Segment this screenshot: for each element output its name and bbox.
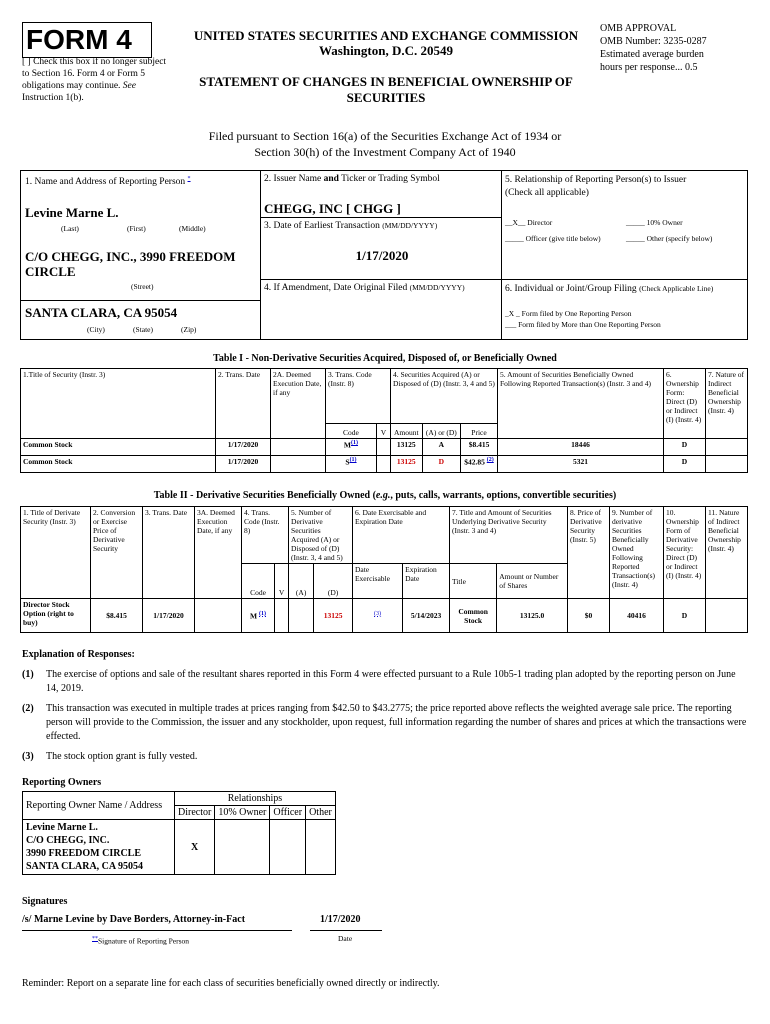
- ro-10pct-cell: [215, 820, 270, 875]
- t1-r0-v: [376, 439, 390, 456]
- ro-director-mark: X: [175, 820, 215, 875]
- filing-label: [505, 284, 713, 294]
- last-label: (Last): [61, 224, 79, 233]
- one-person-option[interactable]: _X _ Form filed by One Reporting Person: [505, 309, 632, 318]
- filed-pursuant: [120, 128, 650, 160]
- t1-r1-code: [326, 456, 377, 473]
- issuer-box: [260, 170, 502, 218]
- t2-sub-a: (A): [289, 564, 314, 599]
- omb-approval: [600, 22, 760, 74]
- t1-r0-amount: 13125: [390, 439, 422, 456]
- t1-r0-form: D: [664, 439, 706, 456]
- reporting-person-box: [20, 170, 261, 301]
- t2-r0-exercisable: [352, 599, 402, 633]
- t2-r0-underlying-title: Common Stock: [450, 599, 497, 633]
- t2-caption-eg: e.g.: [375, 490, 391, 501]
- middle-label: (Middle): [179, 224, 206, 233]
- filed-line-2: Section 30(h) of the Investment Company Act of 1940: [254, 145, 516, 159]
- t2-h-exercisable: 6. Date Exercisable and Expiration Date: [352, 507, 449, 564]
- t1-r0-code-fn[interactable]: (1): [351, 440, 359, 446]
- filing-hint: (Check Applicable Line): [639, 284, 714, 293]
- ro-h-officer: Officer: [270, 806, 306, 820]
- t2-r0-code-fn[interactable]: (1): [259, 610, 266, 617]
- state-label: (State): [133, 325, 153, 334]
- issuer-label-post: Ticker or Trading Symbol: [341, 174, 440, 184]
- other-option[interactable]: _____ Other (specify below): [626, 234, 713, 243]
- t1-h-nature: 7. Nature of Indirect Beneficial Ownership (Instr. 4): [706, 369, 748, 439]
- t2-sub-expiration: Expiration Date: [403, 564, 450, 599]
- director-option[interactable]: __X__ Director: [505, 218, 553, 227]
- ro-h-director: Director: [175, 806, 215, 820]
- city-label: (City): [87, 325, 105, 334]
- t2-sub-d: (D): [314, 564, 353, 599]
- amendment-format: (MM/DD/YYYY): [409, 283, 465, 292]
- reporting-person-street: C/O CHEGG, INC., 3990 FREEDOM CIRCLE: [25, 249, 236, 279]
- signer-name: /s/ Marne Levine by Dave Borders, Attorney-in-Fact: [22, 914, 246, 925]
- t1-sub-code: Code: [326, 424, 377, 439]
- explanation-num-2: (2): [22, 703, 34, 714]
- ro-name-line-3: 3990 FREEDOM CIRCLE: [26, 848, 142, 859]
- t1-sub-v: V: [376, 424, 390, 439]
- issuer-value: CHEGG, INC [ CHGG ]: [264, 201, 401, 216]
- t2-h-form: 10. Ownership Form of Derivative Security: Direct (D) or Indirect (I) (Instr. 4): [664, 507, 706, 599]
- t1-r1-nature: [706, 456, 748, 473]
- t1-r0-owned: 18446: [498, 439, 664, 456]
- t2-caption-pre: Table II - Derivative Securities Beneficially Owned (: [153, 490, 376, 501]
- explanation-item-2: [22, 702, 748, 744]
- reporting-owners-title: Reporting Owners: [22, 777, 102, 788]
- t1-r1-date: 1/17/2020: [216, 456, 271, 473]
- t2-r0-deriv-price: $0: [568, 599, 610, 633]
- table1-caption: Table I - Non-Derivative Securities Acquired, Disposed of, or Beneficially Owned: [213, 353, 557, 364]
- omb-hours: hours per response... 0.5: [600, 62, 698, 73]
- t2-r0-price: $8.415: [91, 599, 143, 633]
- explanation-num-1: (1): [22, 669, 34, 680]
- ro-officer-cell: [270, 820, 306, 875]
- t1-r1-v: [376, 456, 390, 473]
- t1-r0-code: [326, 439, 377, 456]
- t1-h-date: 2. Trans. Date: [216, 369, 271, 439]
- check-note-tail: Instruction 1(b).: [22, 93, 84, 103]
- t1-r1-title: Common Stock: [21, 456, 216, 473]
- agency-location: Washington, D.C. 20549: [319, 43, 453, 58]
- earliest-date-format: (MM/DD/YYYY): [382, 221, 438, 230]
- t2-sub-exercisable: Date Exercisable: [352, 564, 402, 599]
- ro-other-cell: [306, 820, 336, 875]
- filing-box: [501, 279, 748, 340]
- t2-r0-nature: [706, 599, 748, 633]
- table1: [20, 368, 748, 473]
- rp-label-text: 1. Name and Address of Reporting Person: [25, 177, 186, 188]
- issuer-label-and: and: [323, 174, 339, 184]
- relationship-label: [505, 174, 686, 200]
- t2-r0-underlying-amount: 13125.0: [497, 599, 568, 633]
- signature-label-text: Signature of Reporting Person: [98, 936, 190, 946]
- t1-h-deemed: 2A. Deemed Execution Date, if any: [271, 369, 326, 439]
- ro-name-line-4: SANTA CLARA, CA 95054: [26, 861, 144, 872]
- reporting-person-label: [25, 176, 191, 187]
- t2-r0-d: 13125: [314, 599, 353, 633]
- t1-r1-price: [461, 456, 498, 473]
- omb-burden: Estimated average burden: [600, 49, 704, 60]
- statement-line-1: STATEMENT OF CHANGES IN BENEFICIAL OWNERSHIP OF: [199, 74, 573, 89]
- ro-name-line-1: Levine Marne L.: [26, 822, 98, 833]
- first-label: (First): [127, 224, 146, 233]
- ro-h-relationships: Relationships: [175, 792, 336, 806]
- signature-date: 1/17/2020: [320, 914, 361, 925]
- issuer-label: [264, 174, 440, 184]
- relationship-label-1: 5. Relationship of Reporting Person(s) to Issuer: [505, 175, 687, 185]
- earliest-date-label-text: 3. Date of Earliest Transaction: [264, 221, 380, 231]
- t2-h-conversion: 2. Conversion or Exercise Price of Derivative Security: [91, 507, 143, 599]
- relationship-label-2: (Check all applicable): [505, 188, 589, 198]
- t1-r0-deemed: [271, 439, 326, 456]
- check-note-see: See: [122, 81, 136, 91]
- t1-r1-amount: 13125: [390, 456, 422, 473]
- earliest-date-label: [264, 221, 437, 231]
- ro-name-line-2: C/O CHEGG, INC.: [26, 835, 110, 846]
- ten-pct-option[interactable]: _____ 10% Owner: [626, 218, 683, 227]
- date-line: [310, 930, 382, 931]
- t2-sub-v: V: [275, 564, 289, 599]
- zip-label: (Zip): [181, 325, 197, 334]
- signatures-title: Signatures: [22, 896, 68, 907]
- t2-h-nature: 11. Nature of Indirect Beneficial Ownership (Instr. 4): [706, 507, 748, 599]
- t2-r0-code: [242, 599, 275, 633]
- omb-title: OMB APPROVAL: [600, 23, 677, 34]
- form-title: FORM 4: [22, 22, 152, 58]
- reminder-text: Reminder: Report on a separate line for each class of securities beneficially owned directly or indirectly.: [22, 978, 440, 989]
- rp-label-mark[interactable]: *: [187, 176, 191, 182]
- t2-h-price: 8. Price of Derivative Security (Instr. 5): [568, 507, 610, 599]
- t2-r0-owned: 40416: [610, 599, 664, 633]
- t1-r1-price-text: $42.85: [464, 457, 485, 467]
- amendment-label-text: 4. If Amendment, Date Original Filed: [264, 283, 408, 293]
- reporting-owners-table: [22, 791, 336, 875]
- t2-h-underlying: 7. Title and Amount of Securities Underlying Derivative Security (Instr. 3 and 4): [450, 507, 568, 564]
- t1-r0-price: $8.415: [461, 439, 498, 456]
- t2-sub-amount: Amount or Number of Shares: [497, 564, 568, 599]
- statement-line-2: SECURITIES: [346, 90, 426, 105]
- ro-h-name: Reporting Owner Name / Address: [23, 792, 175, 820]
- t2-caption-post: , puts, calls, warrants, options, convertible securities): [390, 490, 617, 501]
- t2-h-date: 3. Trans. Date: [143, 507, 195, 599]
- table2-caption: [20, 490, 750, 501]
- check-box-note[interactable]: [22, 56, 172, 104]
- explanation-item-1: [22, 668, 748, 696]
- explanation-num-3: (3): [22, 751, 34, 762]
- agency-name: UNITED STATES SECURITIES AND EXCHANGE COMMISSION: [193, 28, 579, 43]
- t2-h-deemed: 3A. Deemed Execution Date, if any: [195, 507, 242, 599]
- omb-number: OMB Number: 3235-0287: [600, 36, 707, 47]
- explanation-item-3: [22, 750, 748, 764]
- t2-r0-expiration: 5/14/2023: [403, 599, 450, 633]
- t2-r0-a: [289, 599, 314, 633]
- t2-r0-exercisable-fn[interactable]: (3): [374, 610, 382, 617]
- signature-label: [92, 936, 189, 946]
- t1-sub-amount: Amount: [390, 424, 422, 439]
- table-row: [21, 439, 748, 456]
- date-label: Date: [338, 934, 353, 943]
- explanation-section: [22, 648, 748, 764]
- t2-sub-title: Title: [450, 564, 497, 599]
- t1-r0-nature: [706, 439, 748, 456]
- signature-label-mark[interactable]: **: [92, 936, 98, 942]
- ro-name-cell: [23, 820, 175, 875]
- explanation-text-2: This transaction was executed in multiple trades at prices ranging from $42.50 to $43.2775; the price reported above reflects the weighted average sale price. The reporting person will provide to the Commission, the issuer and any stockholder, upon request, full information regarding the number of shares and prices at which the transactions were effected.: [46, 703, 747, 742]
- city-state-zip: SANTA CLARA, CA 95054: [25, 305, 178, 320]
- check-note-text: [ ] Check this box if no longer subject to Section 16. Form 4 or Form 5 obligations may continue.: [22, 57, 167, 91]
- table-row: [21, 599, 748, 633]
- t2-h-title: 1. Title of Derivate Security (Instr. 3): [21, 507, 91, 599]
- explanation-text-1: The exercise of options and sale of the resultant shares reported in this Form 4 were effected pursuant to a Rule 10b5-1 trading plan adopted by the reporting person on June 14, 2019.: [46, 669, 736, 694]
- reporting-person-name: Levine Marne L.: [25, 205, 119, 220]
- t2-h-code: 4. Trans. Code (Instr. 8): [242, 507, 289, 564]
- t2-r0-v: [275, 599, 289, 633]
- t1-r1-owned: 5321: [498, 456, 664, 473]
- t2-r0-deemed: [195, 599, 242, 633]
- t1-h-form: 6. Ownership Form: Direct (D) or Indirect (I) (Instr. 4): [664, 369, 706, 439]
- t1-r1-form: D: [664, 456, 706, 473]
- t2-h-number: 5. Number of Derivative Securities Acquired (A) or Disposed of (D) (Instr. 3, 4 and 5): [289, 507, 353, 564]
- t1-sub-price: Price: [461, 424, 498, 439]
- t1-r1-price-fn[interactable]: (2): [486, 457, 494, 463]
- t1-r1-deemed: [271, 456, 326, 473]
- t1-r1-aord: D: [422, 456, 460, 473]
- t1-r0-aord: A: [422, 439, 460, 456]
- earliest-date-box: [260, 217, 502, 280]
- t1-r1-code-text: S: [345, 457, 350, 467]
- filing-label-text: 6. Individual or Joint/Group Filing: [505, 284, 637, 294]
- amendment-box: [260, 279, 502, 340]
- earliest-date-value: 1/17/2020: [355, 248, 409, 263]
- table2: [20, 506, 748, 633]
- t1-h-acquired: 4. Securities Acquired (A) or Disposed of (D) (Instr. 3, 4 and 5): [390, 369, 497, 424]
- filed-line-1: Filed pursuant to Section 16(a) of the Securities Exchange Act of 1934 or: [208, 129, 562, 143]
- t1-r0-code-text: M: [343, 440, 352, 450]
- more-person-option[interactable]: ___ Form filed by More than One Reporting Person: [505, 320, 661, 329]
- t2-r0-title: Director Stock Option (right to buy): [21, 599, 91, 633]
- amendment-label: [264, 283, 465, 293]
- t1-sub-aord: (A) or (D): [422, 424, 460, 439]
- t2-r0-date: 1/17/2020: [143, 599, 195, 633]
- signature-line: [22, 930, 292, 931]
- officer-option[interactable]: _____ Officer (give title below): [505, 234, 601, 243]
- table-row: [21, 456, 748, 473]
- ro-h-other: Other: [306, 806, 336, 820]
- t2-r0-form: D: [664, 599, 706, 633]
- issuer-label-pre: 2. Issuer Name: [264, 174, 322, 184]
- city-box: [20, 300, 261, 340]
- street-label: (Street): [131, 282, 154, 291]
- relationship-box: [501, 170, 748, 280]
- t2-r0-code-text: M: [250, 611, 258, 621]
- t1-h-owned: 5. Amount of Securities Beneficially Owned Following Reported Transaction(s) (Instr. 3 and 4): [498, 369, 664, 439]
- t1-r1-code-fn[interactable]: (1): [349, 457, 357, 463]
- t1-h-code: 3. Trans. Code (Instr. 8): [326, 369, 391, 424]
- t1-r0-title: Common Stock: [21, 439, 216, 456]
- table-row: [23, 820, 336, 875]
- statement-title: [176, 74, 596, 106]
- ro-h-10pct: 10% Owner: [215, 806, 270, 820]
- t2-h-owned: 9. Number of derivative Securities Beneficially Owned Following Reported Transaction(s) (Instr. 4): [610, 507, 664, 599]
- t2-sub-code: Code: [242, 564, 275, 599]
- explanation-text-3: The stock option grant is fully vested.: [46, 751, 198, 762]
- agency-block: [176, 28, 596, 58]
- t1-h-title: 1.Title of Security (Instr. 3): [21, 369, 216, 439]
- t1-r0-date: 1/17/2020: [216, 439, 271, 456]
- explanation-title: Explanation of Responses:: [22, 649, 135, 660]
